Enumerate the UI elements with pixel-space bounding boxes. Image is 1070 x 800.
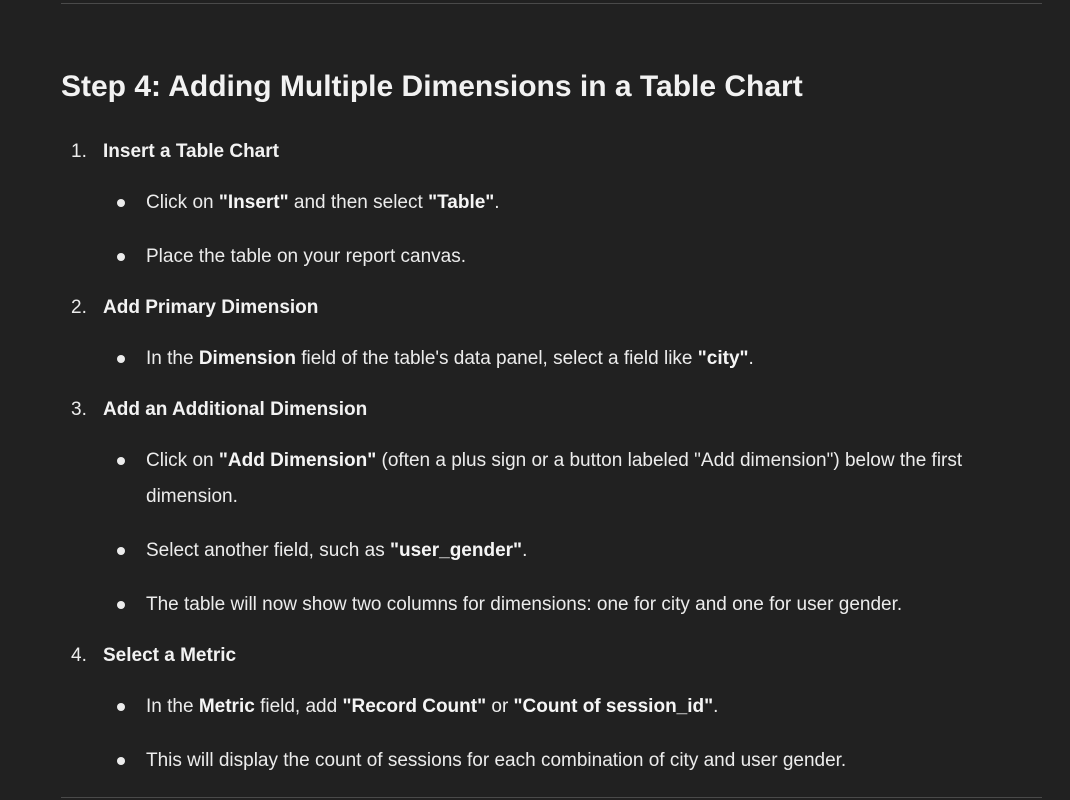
bold-text: "Record Count" <box>342 696 487 717</box>
bullet-icon <box>117 547 125 555</box>
sub-list <box>103 443 1051 623</box>
list-item <box>103 587 1051 623</box>
list-item <box>103 239 1051 275</box>
text: (often a plus sign or a button labeled "Add dimension") below the first dimension. <box>146 450 963 507</box>
bold-text: "user_gender" <box>389 540 523 561</box>
text: field of the table's data panel, select a field like <box>295 348 698 369</box>
text: The table will now show two columns for dimensions: one for city and one for user gender. <box>146 594 903 615</box>
text: . <box>494 192 500 213</box>
step-item <box>61 395 1051 623</box>
step-title: Add an Additional Dimension <box>103 399 368 420</box>
text: or <box>486 696 514 717</box>
bullet-icon <box>117 253 125 261</box>
list-item <box>103 689 1051 725</box>
step-title: Select a Metric <box>103 645 237 666</box>
sub-list <box>103 185 1051 275</box>
text: field, add <box>254 696 343 717</box>
text: Click on <box>146 192 219 213</box>
bold-text: Dimension <box>198 348 296 369</box>
step-number: 1. <box>71 141 87 162</box>
step-number: 2. <box>71 297 87 318</box>
list-item <box>103 341 1051 377</box>
page-title: Step 4: Adding Multiple Dimensions in a Table Chart <box>61 70 803 103</box>
bold-text: "Count of session_id" <box>513 696 714 717</box>
bold-text: Metric <box>198 696 255 717</box>
bullet-icon <box>117 355 125 363</box>
bold-text: "Add Dimension" <box>218 450 377 471</box>
text: . <box>713 696 719 717</box>
text: Place the table on your report canvas. <box>146 246 467 267</box>
step-number: 3. <box>71 399 87 420</box>
text: This will display the count of sessions for each combination of city and user gender. <box>146 750 847 771</box>
step-item <box>61 137 1051 275</box>
sub-list <box>103 689 1051 779</box>
list-item <box>103 743 1051 779</box>
sub-list <box>103 341 1051 377</box>
text: In the <box>146 696 199 717</box>
text: Select another field, such as <box>146 540 390 561</box>
text: Click on <box>146 450 219 471</box>
text: . <box>748 348 754 369</box>
step-number: 4. <box>71 645 87 666</box>
text: and then select <box>288 192 429 213</box>
bold-text: "Insert" <box>218 192 289 213</box>
list-item <box>103 443 1051 515</box>
bottom-divider <box>61 797 1042 798</box>
bullet-icon <box>117 757 125 765</box>
step-item <box>61 641 1051 779</box>
bullet-icon <box>117 199 125 207</box>
top-divider <box>61 3 1042 4</box>
step-title: Insert a Table Chart <box>103 141 279 162</box>
step-item <box>61 293 1051 377</box>
step-title: Add Primary Dimension <box>103 297 319 318</box>
text: . <box>522 540 528 561</box>
steps-list <box>61 137 1051 779</box>
bullet-icon <box>117 601 125 609</box>
bullet-icon <box>117 703 125 711</box>
list-item <box>103 185 1051 221</box>
bullet-icon <box>117 457 125 465</box>
text: In the <box>146 348 199 369</box>
list-item <box>103 533 1051 569</box>
bold-text: "city" <box>697 348 749 369</box>
bold-text: "Table" <box>428 192 495 213</box>
